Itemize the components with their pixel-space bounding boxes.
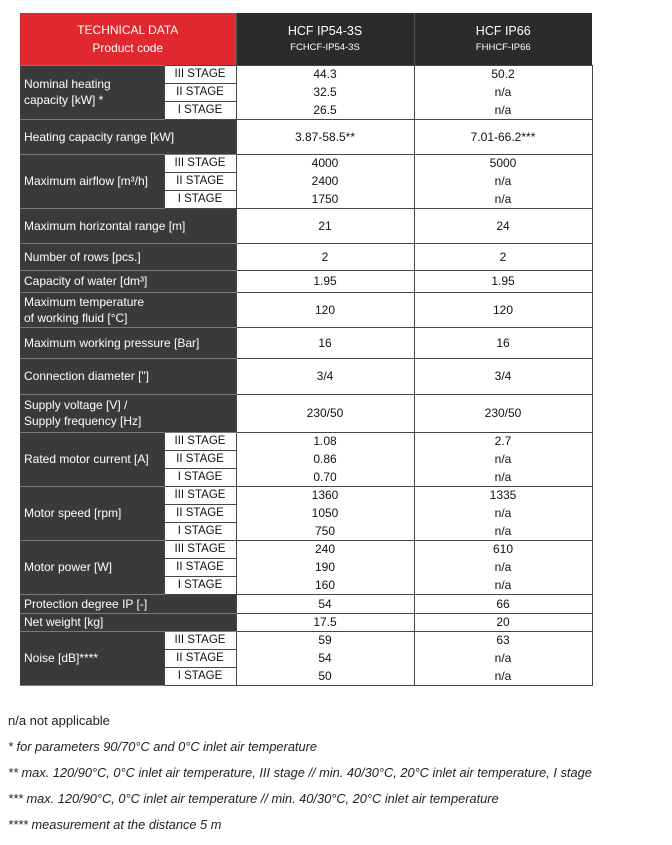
- value-model-1: 160: [236, 576, 414, 594]
- parameter-label-line: Number of rows [pcs.]: [24, 249, 141, 264]
- value-model-1: 2: [236, 243, 414, 270]
- stage-label: II STAGE: [164, 649, 236, 667]
- model-code: FHHCF-IP66: [475, 41, 531, 53]
- value-model-2: n/a: [414, 504, 592, 522]
- value-model-2: n/a: [414, 649, 592, 667]
- parameter-label: [20, 613, 236, 631]
- parameter-label-line: Capacity of water [dm³]: [24, 274, 148, 288]
- parameter-label: [20, 65, 164, 119]
- table-row: [20, 65, 592, 83]
- stage-label: III STAGE: [164, 65, 236, 83]
- parameter-label: [20, 270, 236, 292]
- parameter-label: [20, 154, 164, 208]
- parameter-label-line: Noise [dB]****: [24, 651, 99, 665]
- stage-label: II STAGE: [164, 504, 236, 522]
- parameter-label-line: Motor speed [rpm]: [24, 506, 122, 520]
- value-model-1: 1360: [236, 486, 414, 504]
- parameter-label: [20, 540, 164, 594]
- value-model-2: n/a: [414, 667, 592, 685]
- parameter-label-line: Nominal heating: [24, 77, 111, 91]
- parameter-label: [20, 292, 236, 327]
- stage-label: III STAGE: [164, 154, 236, 172]
- value-model-2: n/a: [414, 83, 592, 101]
- stage-label: II STAGE: [164, 83, 236, 101]
- table-row: [20, 208, 592, 243]
- parameter-label-line: of working fluid [°C]: [24, 310, 128, 325]
- value-model-1: 21: [236, 208, 414, 243]
- parameter-label-line: Motor power [W]: [24, 560, 113, 574]
- parameter-label: [20, 358, 236, 394]
- value-model-1: 17.5: [236, 613, 414, 631]
- value-model-1: 59: [236, 631, 414, 649]
- technical-data-table: [20, 13, 593, 686]
- value-model-2: n/a: [414, 190, 592, 208]
- footnotes: [8, 708, 668, 838]
- stage-label: I STAGE: [164, 522, 236, 540]
- value-model-1: 0.70: [236, 468, 414, 486]
- table-title: TECHNICAL DATA: [77, 22, 179, 37]
- value-model-1: 190: [236, 558, 414, 576]
- parameter-label-line: Maximum horizontal range [m]: [24, 218, 186, 233]
- value-model-1: 120: [236, 292, 414, 327]
- table-row: [20, 486, 592, 504]
- parameter-label: [20, 631, 164, 685]
- value-model-2: 1335: [414, 486, 592, 504]
- value-model-2: 66: [414, 594, 592, 613]
- value-model-1: 32.5: [236, 83, 414, 101]
- value-model-2: n/a: [414, 576, 592, 594]
- parameter-label: [20, 486, 164, 540]
- value-model-2: 1.95: [414, 270, 592, 292]
- footnote-3: ** max. 120/90°C, 0°C inlet air temperature, III stage // min. 40/30°C, 20°C inlet air temperature, I stage: [8, 765, 592, 780]
- value-model-2: 610: [414, 540, 592, 558]
- table-header-row: [20, 13, 592, 65]
- value-model-2: 3/4: [414, 358, 592, 394]
- parameter-label-line: Connection diameter ["]: [24, 369, 149, 383]
- parameter-label-line: Protection degree IP [-]: [24, 596, 148, 611]
- model-header-2: [414, 13, 592, 65]
- parameter-label: [20, 208, 236, 243]
- stage-label: II STAGE: [164, 172, 236, 190]
- footnote-5: **** measurement at the distance 5 m: [8, 817, 222, 832]
- value-model-2: n/a: [414, 101, 592, 119]
- parameter-label-line: capacity [kW] *: [24, 93, 104, 107]
- value-model-2: n/a: [414, 522, 592, 540]
- table-row: [20, 270, 592, 292]
- parameter-label: [20, 394, 236, 432]
- stage-label: III STAGE: [164, 432, 236, 450]
- table-row: [20, 394, 592, 432]
- value-model-1: 4000: [236, 154, 414, 172]
- stage-label: I STAGE: [164, 667, 236, 685]
- value-model-1: 230/50: [236, 394, 414, 432]
- parameter-label-line: Supply voltage [V] /: [24, 398, 128, 412]
- value-model-2: 2: [414, 243, 592, 270]
- value-model-2: 120: [414, 292, 592, 327]
- stage-label: I STAGE: [164, 468, 236, 486]
- value-model-1: 3/4: [236, 358, 414, 394]
- footnote-1: n/a not applicable: [8, 713, 110, 728]
- stage-label: III STAGE: [164, 631, 236, 649]
- value-model-2: 24: [414, 208, 592, 243]
- value-model-1: 26.5: [236, 101, 414, 119]
- table-subtitle: Product code: [92, 40, 164, 55]
- header-title-cell: [20, 13, 236, 65]
- footnote-2: * for parameters 90/70°C and 0°C inlet air temperature: [8, 739, 317, 754]
- value-model-1: 50: [236, 667, 414, 685]
- parameter-label: [20, 594, 236, 613]
- table-row: [20, 154, 592, 172]
- table-row: [20, 358, 592, 394]
- stage-label: I STAGE: [164, 190, 236, 208]
- stage-label: II STAGE: [164, 450, 236, 468]
- value-model-1: 1.08: [236, 432, 414, 450]
- value-model-1: 750: [236, 522, 414, 540]
- value-model-1: 54: [236, 594, 414, 613]
- table-row: [20, 119, 592, 154]
- model-name: HCF IP54-3S: [287, 23, 363, 38]
- value-model-1: 2400: [236, 172, 414, 190]
- table-row: [20, 243, 592, 270]
- stage-label: III STAGE: [164, 540, 236, 558]
- parameter-label-line: Rated motor current [A]: [24, 452, 149, 466]
- value-model-2: n/a: [414, 558, 592, 576]
- parameter-label-line: Maximum temperature: [24, 294, 145, 309]
- value-model-1: 54: [236, 649, 414, 667]
- value-model-1: 16: [236, 327, 414, 358]
- table-row: [20, 292, 592, 327]
- table-row: [20, 327, 592, 358]
- value-model-2: n/a: [414, 450, 592, 468]
- stage-label: II STAGE: [164, 558, 236, 576]
- parameter-label-line: Maximum working pressure [Bar]: [24, 335, 200, 350]
- value-model-2: 50.2: [414, 65, 592, 83]
- value-model-2: n/a: [414, 172, 592, 190]
- table-row: [20, 540, 592, 558]
- parameter-label-line: Maximum airflow [m³/h]: [24, 174, 149, 188]
- stage-label: I STAGE: [164, 101, 236, 119]
- value-model-1: 1050: [236, 504, 414, 522]
- table-row: [20, 631, 592, 649]
- value-model-1: 240: [236, 540, 414, 558]
- footnote-4: *** max. 120/90°C, 0°C inlet air temperature // min. 40/30°C, 20°C inlet air temperature: [8, 791, 499, 806]
- table-row: [20, 594, 592, 613]
- value-model-2: 7.01-66.2***: [414, 119, 592, 154]
- parameter-label-line: Supply frequency [Hz]: [24, 414, 142, 428]
- value-model-2: 230/50: [414, 394, 592, 432]
- value-model-1: 3.87-58.5**: [236, 119, 414, 154]
- value-model-2: 2.7: [414, 432, 592, 450]
- parameter-label: [20, 327, 236, 358]
- model-code: FCHCF-IP54-3S: [290, 41, 360, 53]
- value-model-2: 16: [414, 327, 592, 358]
- value-model-1: 1750: [236, 190, 414, 208]
- stage-label: III STAGE: [164, 486, 236, 504]
- table-row: [20, 613, 592, 631]
- value-model-2: 20: [414, 613, 592, 631]
- model-header-1: [236, 13, 414, 65]
- model-name: HCF IP66: [475, 23, 531, 38]
- value-model-1: 1.95: [236, 270, 414, 292]
- value-model-1: 0.86: [236, 450, 414, 468]
- value-model-1: 44.3: [236, 65, 414, 83]
- parameter-label: [20, 432, 164, 486]
- parameter-label: [20, 119, 236, 154]
- value-model-2: n/a: [414, 468, 592, 486]
- table-row: [20, 432, 592, 450]
- parameter-label: [20, 243, 236, 270]
- value-model-2: 5000: [414, 154, 592, 172]
- parameter-label-line: Heating capacity range [kW]: [24, 129, 175, 144]
- parameter-label-line: Net weight [kg]: [24, 615, 104, 629]
- value-model-2: 63: [414, 631, 592, 649]
- stage-label: I STAGE: [164, 576, 236, 594]
